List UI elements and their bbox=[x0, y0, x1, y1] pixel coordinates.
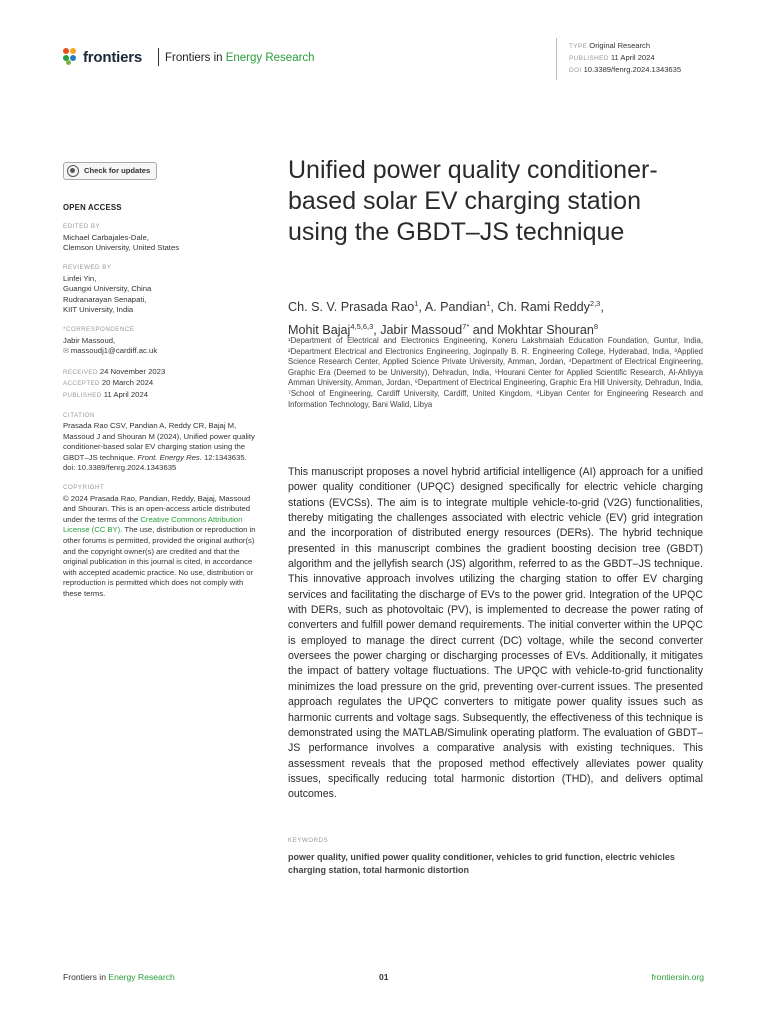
doi-link[interactable]: 10.3389/fenrg.2024.1343635 bbox=[583, 65, 682, 74]
footer-journal[interactable] bbox=[63, 972, 175, 982]
article-meta bbox=[569, 40, 681, 76]
sidebar bbox=[63, 162, 259, 600]
open-access-label: OPEN ACCESS bbox=[63, 202, 122, 212]
correspondence-name: Jabir Massoud, bbox=[63, 335, 116, 345]
correspondence-email[interactable]: massoudj1@cardiff.ac.uk bbox=[70, 346, 158, 356]
author-name[interactable]: Ch. Rami Reddy bbox=[497, 300, 590, 314]
received-label: RECEIVED bbox=[63, 368, 98, 376]
article-title: Unified power quality conditioner-based solar EV charging station using the GBDT–JS technique bbox=[288, 156, 658, 246]
journal-title: Energy Research bbox=[225, 52, 315, 64]
copyright-terms: The use, distribution or reproduction in other forums is permitted, provided the original author(s) and the copyright owner(s) are credited and that the original publication in this journal is cited, in accordance with accepted academic practice. No use, distribution or reproduction is permitted which does not comply with these terms. bbox=[63, 525, 256, 598]
abstract: This manuscript proposes a novel hybrid artificial intelligence (AI) approach for a unified power quality conditioner (UPQC) designed specifically for electric vehicle charging stations (EVCSs). The aim is to integrate multiple vehicle-to-grid (V2G) functionalities, thereby mitigating the challenges associated with electric vehicle (EV) grid integration and the incorporation of distributed energy resources (DERs). The hybrid technique presented in this manuscript combines the gradient boosting decision tree (GBDT) algorithm and the jellyfish search (JS) algorithm, referred to as the GBDT–JS technique. This innovative approach involves utilizing the charging station to offer EV charging services and facilitating the discharge of EVs to the power grid. Integration of the UPQC with DERs, such as photovoltaic (PV), is implemented to decrease the power rating of converters and fulfill power demand requirements. The initial converter within the UPQC is employed to manage the direct current (DC) voltage, while the second converter oversees the power charging or discharging processes of EVs. Additionally, it mitigates the impact of battery voltage fluctuations. The UPQC with vehicle-to-grid functionality minimizes the load pressure on the grid, preventing over-current issues. The presented approach regulates the UPQC converters to mitigate power quality issues such as harmonic currents and voltage sags. Subsequently, the effectiveness of this technique is demonstrated using the MATLAB/Simulink operating platform. The evaluation of GBDT–JS performance involves a comparative analysis with existing techniques. This assessment reveals that the proposed method effectively alleviates power quality issues, specifically reducing total harmonic distortion (THD), and delivers optimal outcomes. bbox=[288, 466, 703, 801]
published-value: 11 April 2024 bbox=[610, 53, 655, 62]
published-label: PUBLISHED bbox=[569, 55, 609, 62]
citation-doi[interactable]: doi: 10.3389/fenrg.2024.1343635 bbox=[63, 463, 177, 473]
author-affiliation-marker: 4,5,6,3 bbox=[350, 322, 374, 331]
published-value: 11 April 2024 bbox=[103, 389, 148, 399]
footer-journal-prefix: Frontiers in bbox=[63, 972, 109, 982]
author-affiliation-marker: 1 bbox=[486, 299, 491, 308]
check-updates-button[interactable] bbox=[63, 162, 157, 180]
type-value: Original Research bbox=[589, 41, 651, 50]
keywords-label: KEYWORDS bbox=[288, 837, 329, 844]
edited-by bbox=[63, 233, 259, 254]
author-separator: , bbox=[418, 300, 425, 314]
copyright bbox=[63, 494, 259, 600]
citation-text: Prasada Rao CSV, Pandian A, Reddy CR, Bajaj M, Massoud J and Shouran M (2024), Unified power quality conditioner-based solar EV charging station using the GBDT–JS technique. bbox=[63, 421, 255, 462]
correspondence-label: *CORRESPONDENCE bbox=[63, 325, 135, 333]
citation bbox=[63, 421, 259, 474]
logo-text: frontiers bbox=[83, 48, 143, 66]
email-icon: ✉ bbox=[63, 348, 69, 356]
article-dates bbox=[63, 367, 259, 402]
author-separator: and bbox=[469, 323, 498, 337]
author-separator: , bbox=[600, 300, 604, 314]
copyright-label: COPYRIGHT bbox=[63, 484, 105, 492]
type-label: TYPE bbox=[569, 43, 588, 50]
doi-label: DOI bbox=[569, 67, 582, 74]
footer-site-link[interactable]: frontiersin.org bbox=[651, 972, 704, 982]
reviewer-name: Linfei Yin, bbox=[63, 273, 97, 283]
edited-by-label: EDITED BY bbox=[63, 223, 101, 231]
author-affiliation-marker: 2,3 bbox=[589, 299, 601, 308]
correspondence bbox=[63, 336, 259, 358]
copyright-text: © 2024 Prasada Rao, Pandian, Reddy, Bajaj, Massoud and Shouran. This is an open-access article distributed under the terms of the bbox=[63, 493, 251, 524]
frontiers-logo-icon bbox=[63, 48, 79, 66]
journal-prefix: Frontiers in bbox=[165, 52, 226, 64]
reviewer-affiliation: KIIT University, India bbox=[63, 305, 134, 315]
author-affiliation-marker: 7* bbox=[462, 322, 470, 331]
check-updates-label: Check for updates bbox=[84, 165, 151, 175]
author-affiliation-marker: 1 bbox=[414, 299, 419, 308]
accepted-value: 20 March 2024 bbox=[101, 378, 154, 388]
author-name[interactable]: Mohit Bajaj bbox=[288, 323, 351, 337]
citation-journal: Front. Energy Res. bbox=[137, 452, 202, 462]
correspondence-email-row[interactable] bbox=[63, 346, 259, 358]
meta-divider bbox=[556, 38, 557, 80]
received-value: 24 November 2023 bbox=[99, 366, 166, 376]
editor-affiliation: Clemson University, United States bbox=[63, 243, 180, 253]
page-footer bbox=[63, 972, 704, 986]
header-divider bbox=[158, 48, 159, 66]
check-updates-icon bbox=[67, 165, 79, 177]
reviewer-name: Rudranarayan Senapati, bbox=[63, 294, 147, 304]
affiliations: ¹Department of Electrical and Electronics Engineering, Koneru Lakshmaiah Education Foundation, Guntur, India, ²Department Electrical and Electronics Engineering, Joginpally B. R. Engineering College, Hyderabad, India, ³Applied Science Research Center, Applied Science Private University, Amman, Jordan, ⁴Department of Electrical Engineering, Graphic Era (Deemed to be University), Dehradun, India, ⁵Hourani Center for Applied Scientific Research, Al-Ahliyya Amman University, Amman, Jordan, ⁶Department of Electrical Engineering, Graphic Era Hill University, Dehradun, India, ⁷School of Engineering, Cardiff University, Cardiff, United Kingdom, ⁸Libyan Center for Engineering Research and Information Technology, Bani Walid, Libya bbox=[288, 336, 703, 409]
citation-volume: 12:1343635. bbox=[204, 452, 247, 462]
frontiers-logo[interactable] bbox=[63, 48, 142, 66]
license-link[interactable]: Creative Commons Attribution License (CC BY). bbox=[63, 514, 243, 535]
reviewed-by bbox=[63, 274, 259, 316]
author-name[interactable]: A. Pandian bbox=[424, 300, 487, 314]
page-number: 01 bbox=[379, 972, 389, 982]
author-separator: , bbox=[490, 300, 498, 314]
author-name[interactable]: Mokhtar Shouran bbox=[497, 323, 594, 337]
author-separator: , bbox=[373, 323, 381, 337]
editor-name: Michael Carbajales-Dale, bbox=[63, 232, 149, 242]
author-name[interactable]: Jabir Massoud bbox=[380, 323, 463, 337]
author-affiliation-marker: 8 bbox=[593, 322, 599, 331]
published-label: PUBLISHED bbox=[63, 391, 102, 399]
journal-name[interactable] bbox=[165, 52, 315, 64]
keywords: power quality, unified power quality conditioner, vehicles to grid function, electric vehicles charging station, total harmonic distortion bbox=[288, 852, 675, 875]
accepted-label: ACCEPTED bbox=[63, 380, 100, 388]
author-name[interactable]: Ch. S. V. Prasada Rao bbox=[288, 300, 415, 314]
reviewed-by-label: REVIEWED BY bbox=[63, 263, 112, 271]
author-list bbox=[288, 294, 703, 340]
reviewer-affiliation: Guangxi University, China bbox=[63, 284, 152, 294]
page-header bbox=[63, 41, 703, 76]
citation-label: CITATION bbox=[63, 411, 95, 419]
footer-journal-name: Energy Research bbox=[108, 972, 175, 982]
